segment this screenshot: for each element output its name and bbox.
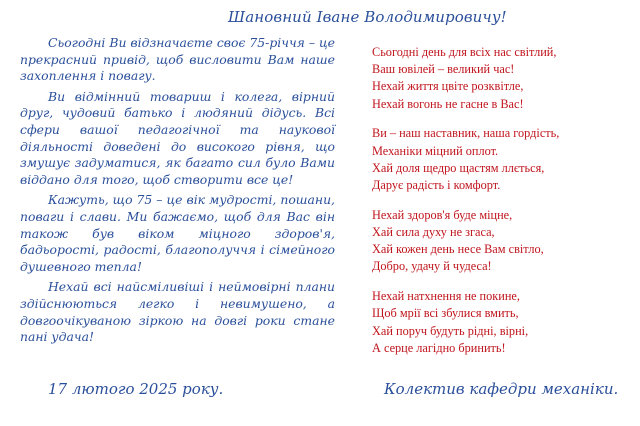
letter-paragraph: Ви відмінний товариш і колега, вірний друг, чудовий батько і людяний дідусь. Всі сфери вашої педагогічної та наукової діяльності доведені до високого рівня, що змушує задуматися, як багато сил було Вами віддано для того, щоб створити все це! [20, 88, 335, 187]
poem-line: Ваш ювілей – великий час! [372, 62, 515, 77]
poem-stanza [372, 44, 634, 113]
letter-date: 17 лютого 2025 року. [48, 380, 224, 398]
poem-line: Хай поруч будуть рідні, вірні, [372, 323, 529, 338]
poem-line: Механіки міцний оплот. [372, 143, 499, 158]
greeting-heading: Шановний Іване Володимировичу! [228, 8, 507, 26]
letter-body [20, 35, 335, 350]
poem-line: Нехай життя цвіте розквітле, [372, 79, 524, 94]
poem-line: Нехай вогонь не гасне в Вас! [372, 96, 524, 111]
poem-line: Хай доля щедро щастям ллється, [372, 160, 545, 175]
poem-stanza [372, 207, 634, 276]
poem-line: Щоб мрії всі збулися вмить, [372, 306, 519, 321]
letter-paragraph: Нехай всі найсміливіші і неймовірні плани здійснюються легко і невимушено, а довгоочікуваною зіркою на довгі роки стане пані удача! [20, 279, 335, 345]
poem [372, 44, 634, 370]
letter-signature: Колектив кафедри механіки. [384, 380, 619, 398]
poem-line: Дарує радість і комфорт. [372, 178, 501, 193]
poem-line: Нехай здоров'я буде міцне, [372, 207, 513, 222]
poem-line: А серце лагідно бринить! [372, 340, 506, 355]
poem-line: Сьогодні день для всіх нас світлий, [372, 45, 557, 59]
poem-line: Ви – наш наставник, наша гордість, [372, 126, 560, 141]
poem-line: Нехай натхнення не покине, [372, 289, 520, 304]
letter-paragraph: Кажуть, що 75 – це вік мудрості, пошани, поваги і слави. Ми бажаємо, щоб для Вас він також був віком міцного здоров'я, бадьорості, радості, благополуччя і сімейного душевного тепла! [20, 192, 335, 274]
poem-stanza [372, 125, 634, 194]
poem-line: Добро, удачу й чудеса! [372, 259, 492, 274]
letter-paragraph: Сьогодні Ви відзначаєте своє 75-річчя – це прекрасний привід, щоб висловити Вам наше захоплення і повагу. [20, 35, 335, 84]
poem-stanza [372, 288, 634, 357]
poem-line: Хай сила духу не згаса, [372, 225, 495, 240]
poem-line: Хай кожен день несе Вам світло, [372, 242, 544, 257]
